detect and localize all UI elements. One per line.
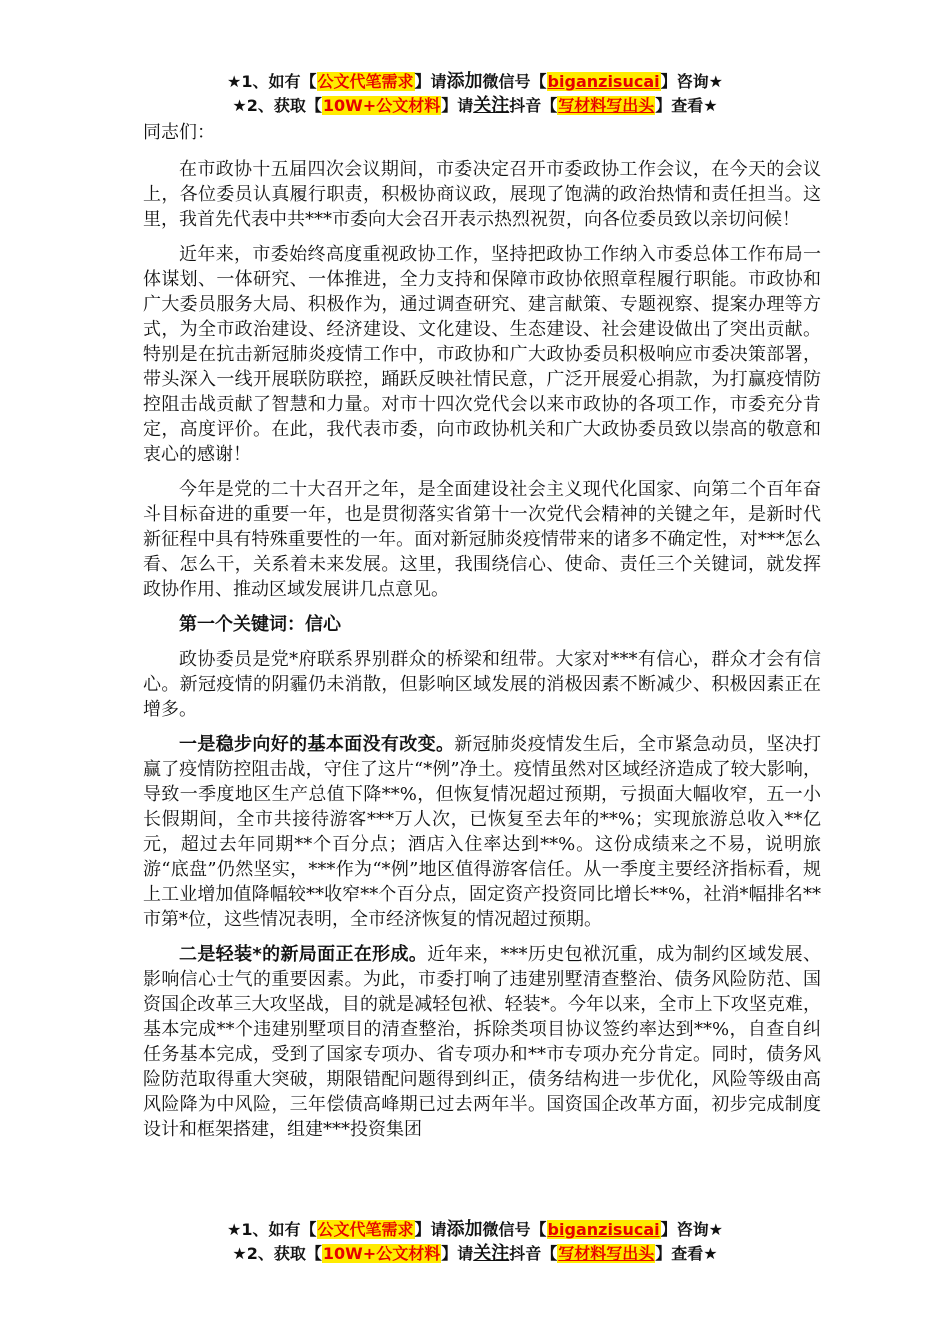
highlight-wechat-id: biganzisucai — [547, 1220, 660, 1239]
star-icon: ★ — [227, 72, 242, 91]
highlight-ghostwriting: 公文代笔需求 — [317, 72, 414, 91]
section-heading: 第一个关键词：信心 — [179, 614, 341, 635]
paragraph-5-lead: 一是稳步向好的基本面没有改变。 — [179, 734, 455, 755]
highlight-materials: 10W+公文材料 — [322, 1244, 441, 1263]
highlight-ghostwriting: 公文代笔需求 — [317, 1220, 414, 1239]
highlight-materials: 10W+公文材料 — [322, 96, 441, 115]
highlight-wechat-id: biganzisucai — [547, 72, 660, 91]
paragraph-2: 近年来，市委始终高度重视政协工作，坚持把政协工作纳入市委总体工作布局一体谋划、一体研究、一体推进，全力支持和保障市政协依照章程履行职能。市政协和广大委员服务大局、积极作为，通过调查研究、建言献策、专题视察、提案办理等方式，为全市政治建设、经济建设、文化建设、生态建设、社会建设做出了突出贡献。特别是在抗击新冠肺炎疫情工作中，市政协和广大政协委员积极响应市委决策部署，带头深入一线开展联防联控，踊跃反映社情民意，广泛开展爱心捐款，为打赢疫情防控阻击战贡献了智慧和力量。对市十四次党代会以来市政协的各项工作，市委充分肯定，高度评价。在此，我代表市委，向市政协机关和广大政协委员致以崇高的敬意和衷心的感谢！ — [143, 244, 821, 465]
paragraph-5: 一是稳步向好的基本面没有改变。新冠肺炎疫情发生后，全市紧急动员，坚决打赢了疫情防控阻击战，守住了这片“*例”净土。疫情虽然对区域经济造成了较大影响，导致一季度地区生产总值下降**%，但恢复情况超过预期，亏损面大幅收窄，五一小长假期间，全市共接待游客***万人次，已恢复至去年的**%；实现旅游总收入**亿元，超过去年同期**个百分点；酒店入住率达到**%。这份成绩来之不易，说明旅游“底盘”仍然坚实，***作为“*例”地区值得游客信任。从一季度主要经济指标看，规上工业增加值降幅较**收窄**个百分点，固定资产投资同比增长**%，社消*幅排名**市第*位，这些情况表明，全市经济恢复的情况超过预期。 — [143, 734, 822, 930]
footer-banner — [0, 1218, 950, 1266]
highlight-douyin: 写材料写出头 — [558, 96, 655, 115]
header-banner — [0, 70, 950, 118]
paragraph-3: 今年是党的二十大召开之年，是全面建设社会主义现代化国家、向第二个百年奋斗目标奋进的重要一年，也是贯彻落实省第十一次党代会精神的关键之年，是新时代新征程中具有特殊重要性的一年。面对新冠肺炎疫情带来的诸多不确定性，对***怎么看、怎么干，关系着未来发展。这里，我围绕信心、使命、责任三个关键词，就发挥政协作用、推动区域发展讲几点意见。 — [143, 479, 821, 600]
banner-line-1: ★1、如有【公文代笔需求】请添加微信号【biganzisucai】咨询★ — [227, 71, 723, 92]
banner-line-2: ★2、获取【10W+公文材料】请关注抖音【写材料写出头】查看★ — [232, 95, 718, 116]
star-icon: ★ — [227, 1220, 242, 1239]
paragraph-6-lead: 二是轻装*的新局面正在形成。 — [179, 944, 428, 965]
banner-line-2: ★2、获取【10W+公文材料】请关注抖音【写材料写出头】查看★ — [232, 1243, 718, 1264]
salutation: 同志们： — [143, 122, 215, 143]
paragraph-6: 二是轻装*的新局面正在形成。近年来，***历史包袱沉重，成为制约区域发展、影响信心士气的重要因素。为此，市委打响了违建别墅清查整治、债务风险防范、国资国企改革三大攻坚战，目的就是减轻包袱、轻装*。今年以来，全市上下攻坚克难，基本完成**个违建别墅项目的清查整治，拆除类项目协议签约率达到**%，自查自纠任务基本完成，受到了国家专项办、省专项办和**市专项办充分肯定。同时，债务风险防范取得重大突破，期限错配问题得到纠正，债务结构进一步优化，风险等级由高风险降为中风险，三年偿债高峰期已过去两年半。国资国企改革方面，初步完成制度设计和框架搭建，组建***投资集团 — [143, 944, 821, 1140]
star-icon: ★ — [232, 96, 247, 115]
paragraph-4: 政协委员是党*府联系界别群众的桥梁和纽带。大家对***有信心，群众才会有信心。新冠疫情的阴霾仍未消散，但影响区域发展的消极因素不断减少、积极因素正在增多。 — [143, 649, 821, 720]
paragraph-1: 在市政协十五届四次会议期间，市委决定召开市委政协工作会议，在今天的会议上，各位委员认真履行职责，积极协商议政，展现了饱满的政治热情和责任担当。这里，我首先代表中共***市委向大会召开表示热烈祝贺，向各位委员致以亲切问候！ — [143, 159, 821, 230]
highlight-douyin: 写材料写出头 — [558, 1244, 655, 1263]
star-icon: ★ — [232, 1244, 247, 1263]
document-body — [143, 120, 821, 1152]
banner-line-1: ★1、如有【公文代笔需求】请添加微信号【biganzisucai】咨询★ — [227, 1219, 723, 1240]
